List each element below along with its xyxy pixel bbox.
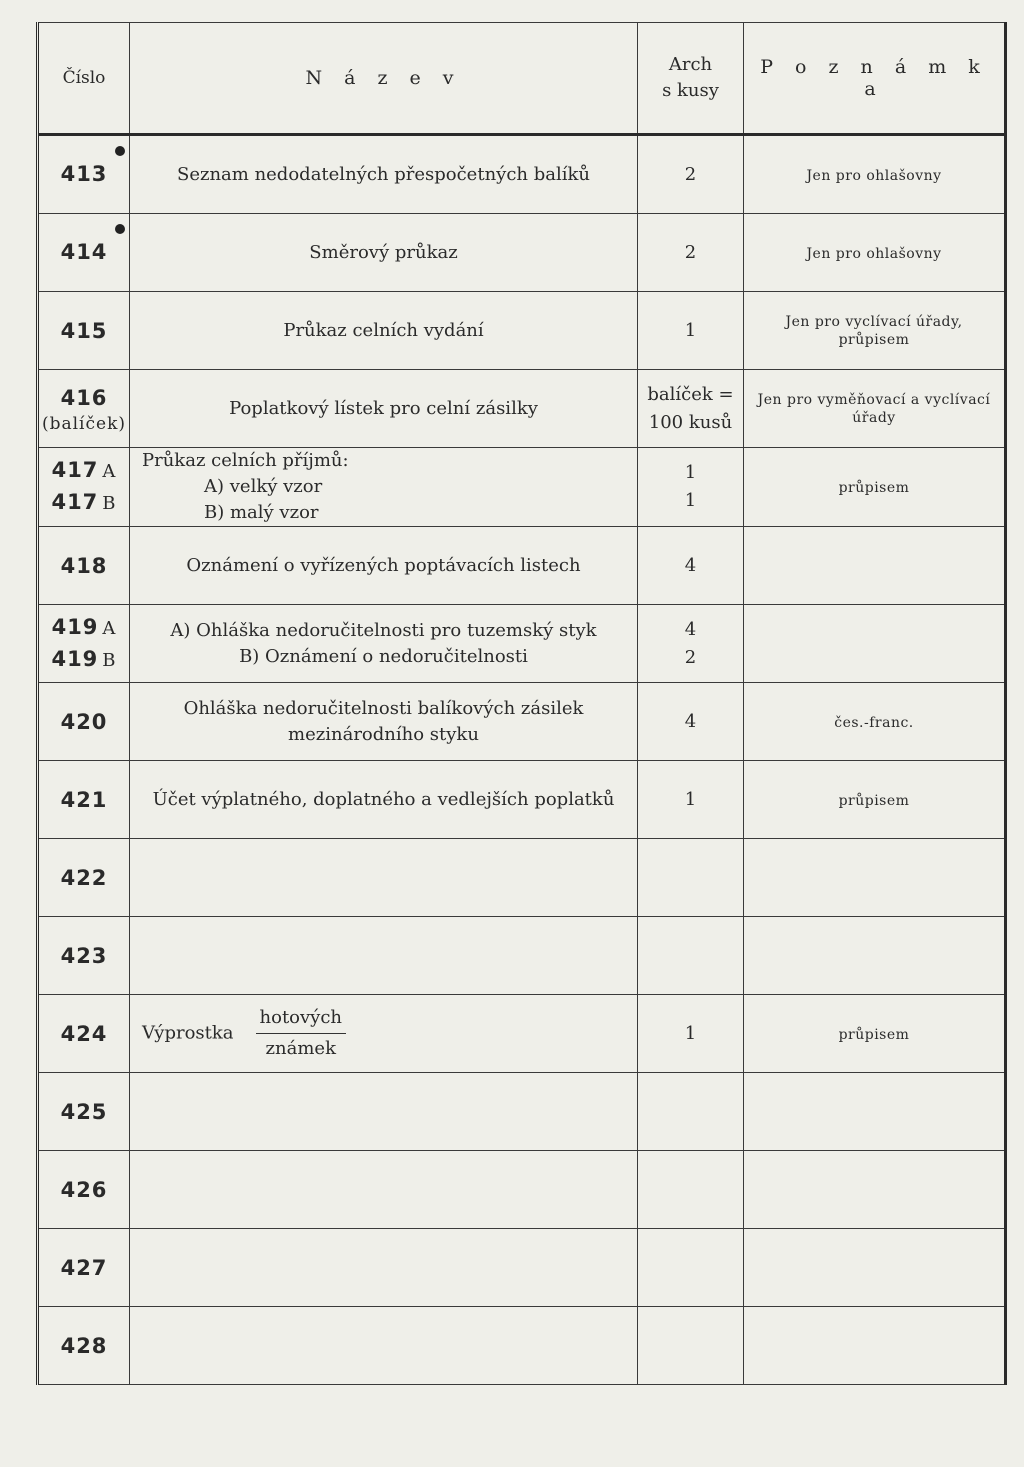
form-note: Jen pro ohlašovny — [744, 135, 1006, 214]
form-note — [744, 1151, 1006, 1229]
form-note — [744, 1073, 1006, 1151]
form-number: 416 (balíček) — [38, 370, 130, 448]
header-arch: Arch s kusy — [638, 23, 744, 135]
form-number: 422 — [38, 839, 130, 917]
form-arch — [638, 917, 744, 995]
form-number: 425 — [38, 1073, 130, 1151]
form-name: Poplatkový lístek pro celní zásilky — [130, 370, 638, 448]
table-row — [38, 917, 1006, 995]
mark-dot-icon — [115, 224, 125, 234]
form-name: Oznámení o vyřízených poptávacích listech — [130, 527, 638, 605]
form-name — [130, 917, 638, 995]
form-note: Jen pro ohlašovny — [744, 214, 1006, 292]
forms-table — [36, 22, 1007, 1385]
form-name — [130, 1229, 638, 1307]
form-arch: 1 — [638, 292, 744, 370]
form-number: 419 A 419 B — [38, 605, 130, 683]
table-row — [38, 605, 1006, 683]
table-row — [38, 839, 1006, 917]
form-number: 424 — [38, 995, 130, 1073]
table-row — [38, 995, 1006, 1073]
header-row — [38, 23, 1006, 135]
form-number: 423 — [38, 917, 130, 995]
table-row — [38, 448, 1006, 527]
form-name: Seznam nedodatelných přespočetných balíků — [130, 135, 638, 214]
form-arch: 2 — [638, 135, 744, 214]
form-name — [130, 839, 638, 917]
form-arch — [638, 1073, 744, 1151]
table-row — [38, 1307, 1006, 1385]
table-row — [38, 527, 1006, 605]
table-row — [38, 214, 1006, 292]
form-note: Jen pro vyměňovací a vyclívací úřady — [744, 370, 1006, 448]
table-row — [38, 292, 1006, 370]
form-arch — [638, 1307, 744, 1385]
table-row — [38, 1073, 1006, 1151]
form-name: Výprostka $\frac{\text{hotových}}{\text{známek}}$ — [130, 995, 638, 1073]
table-row — [38, 1229, 1006, 1307]
form-number: 418 — [38, 527, 130, 605]
form-number: 414 — [38, 214, 130, 292]
form-name: Účet výplatného, doplatného a vedlejších poplatků — [130, 761, 638, 839]
form-name: Směrový průkaz — [130, 214, 638, 292]
form-arch — [638, 839, 744, 917]
form-number: 417 A 417 B — [38, 448, 130, 527]
fraction: $\frac{\text{hotových}}{\text{známek}}$ — [256, 1005, 347, 1062]
form-number: 427 — [38, 1229, 130, 1307]
header-poznamka: P o z n á m k a — [744, 23, 1006, 135]
form-name — [130, 1307, 638, 1385]
form-note — [744, 527, 1006, 605]
form-name: Ohláška nedoručitelnosti balíkových zásilek mezinárodního styku — [130, 683, 638, 761]
form-name: Průkaz celních vydání — [130, 292, 638, 370]
form-arch — [638, 1229, 744, 1307]
form-name — [130, 1073, 638, 1151]
form-note: čes.-franc. — [744, 683, 1006, 761]
mark-dot-icon — [115, 146, 125, 156]
table-row — [38, 1151, 1006, 1229]
form-arch — [638, 1151, 744, 1229]
form-number: 428 — [38, 1307, 130, 1385]
form-arch: 2 — [638, 214, 744, 292]
table-row — [38, 761, 1006, 839]
form-number: 421 — [38, 761, 130, 839]
form-note — [744, 1229, 1006, 1307]
form-note: průpisem — [744, 761, 1006, 839]
form-name: A) Ohláška nedoručitelnosti pro tuzemský styk B) Oznámení o nedoručitelnosti — [130, 605, 638, 683]
form-arch: 4 — [638, 683, 744, 761]
form-number: 413 — [38, 135, 130, 214]
form-note — [744, 605, 1006, 683]
form-number: 415 — [38, 292, 130, 370]
form-arch: 4 2 — [638, 605, 744, 683]
table-row — [38, 370, 1006, 448]
form-name — [130, 1151, 638, 1229]
form-note: Jen pro vyclívací úřady, průpisem — [744, 292, 1006, 370]
form-note — [744, 1307, 1006, 1385]
table-row — [38, 135, 1006, 214]
form-number: 426 — [38, 1151, 130, 1229]
form-note — [744, 839, 1006, 917]
form-note: průpisem — [744, 995, 1006, 1073]
header-cislo: Číslo — [38, 23, 130, 135]
form-note: průpisem — [744, 448, 1006, 527]
form-number: 420 — [38, 683, 130, 761]
form-arch: 1 1 — [638, 448, 744, 527]
form-arch: 4 — [638, 527, 744, 605]
header-nazev: N á z e v — [130, 23, 638, 135]
form-arch: balíček = 100 kusů — [638, 370, 744, 448]
table-row — [38, 683, 1006, 761]
form-name: Průkaz celních příjmů: A) velký vzor B) malý vzor — [130, 448, 638, 527]
form-note — [744, 917, 1006, 995]
form-arch: 1 — [638, 761, 744, 839]
form-arch: 1 — [638, 995, 744, 1073]
